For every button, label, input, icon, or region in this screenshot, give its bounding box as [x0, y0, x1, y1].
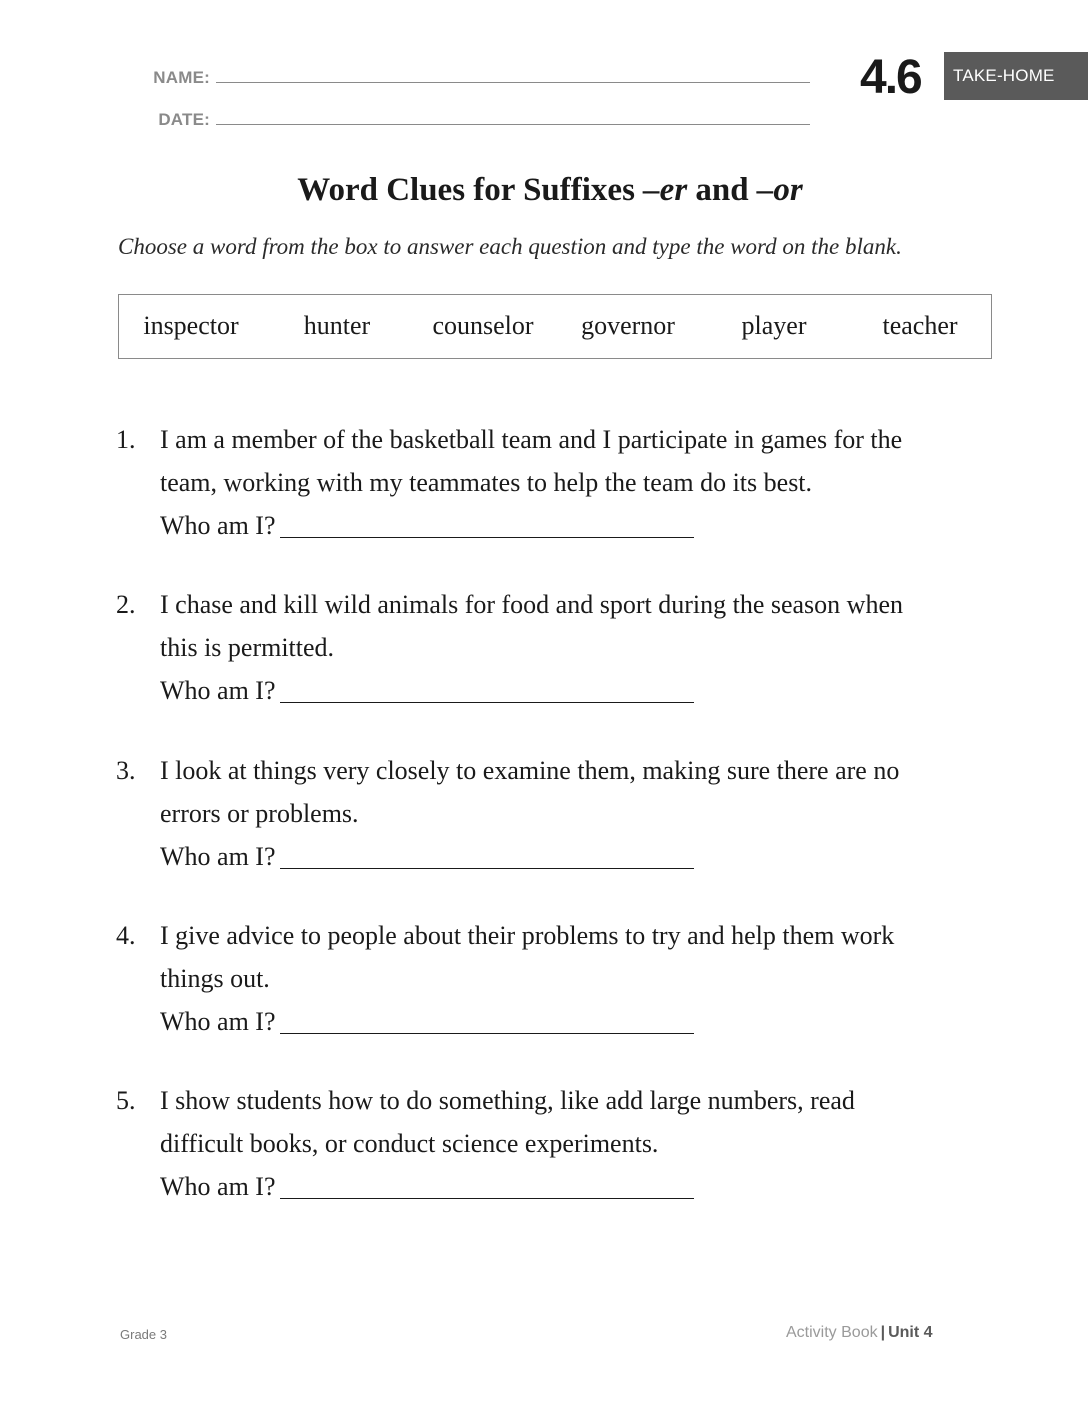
name-label: NAME:: [153, 68, 210, 87]
question-line: things out.: [160, 964, 270, 993]
question-line: I look at things very closely to examine them, making sure there are no: [160, 756, 900, 785]
lesson-number: 4.6: [860, 51, 921, 104]
question-3: [0, 749, 1088, 879]
question-5: [0, 1079, 1088, 1209]
answer-blank[interactable]: [280, 673, 694, 703]
answer-row: [160, 1000, 694, 1043]
question-line: this is permitted.: [160, 633, 335, 662]
footer-grade: Grade 3: [120, 1327, 167, 1342]
answer-prompt: Who am I?: [160, 511, 276, 540]
title-suffix-er: –er: [643, 172, 688, 208]
title-and: and: [687, 172, 757, 208]
question-line: I show students how to do something, like add large numbers, read: [160, 1086, 855, 1115]
footer-unit: Unit 4: [888, 1324, 933, 1341]
answer-row: [160, 835, 694, 878]
worksheet-title: [0, 170, 1088, 210]
word-hunter: hunter: [303, 311, 371, 340]
word-counselor: counselor: [432, 311, 534, 340]
date-line[interactable]: [216, 124, 810, 125]
footer-separator: |: [880, 1324, 886, 1341]
take-home-badge: TAKE-HOME: [944, 52, 1088, 100]
question-text: [160, 1079, 990, 1165]
question-line: team, working with my teammates to help the team do its best.: [160, 468, 813, 497]
name-line[interactable]: [216, 82, 810, 83]
word-teacher: teacher: [882, 311, 958, 340]
question-number: 2.: [116, 590, 136, 619]
answer-blank[interactable]: [280, 839, 694, 869]
name-field[interactable]: [0, 68, 812, 98]
word-governor: governor: [581, 311, 675, 340]
word-box: [118, 294, 992, 359]
answer-prompt: Who am I?: [160, 842, 276, 871]
word-player: player: [741, 311, 807, 340]
question-line: difficult books, or conduct science experiments.: [160, 1129, 659, 1158]
answer-prompt: Who am I?: [160, 1172, 276, 1201]
question-2: [0, 583, 1088, 713]
question-number: 1.: [116, 425, 136, 454]
answer-prompt: Who am I?: [160, 1007, 276, 1036]
question-text: [160, 749, 990, 835]
answer-blank[interactable]: [280, 508, 694, 538]
question-number: 3.: [116, 756, 136, 785]
answer-row: [160, 669, 694, 712]
answer-prompt: Who am I?: [160, 676, 276, 705]
question-line: I am a member of the basketball team and I participate in games for the: [160, 425, 903, 454]
question-text: [160, 418, 990, 504]
title-suffix-or: –or: [756, 172, 803, 208]
word-inspector: inspector: [143, 311, 239, 340]
answer-blank[interactable]: [280, 1004, 694, 1034]
footer-book: [786, 1324, 933, 1342]
date-field[interactable]: [0, 110, 812, 140]
answer-blank[interactable]: [280, 1169, 694, 1199]
question-number: 4.: [116, 921, 136, 950]
question-line: I chase and kill wild animals for food and sport during the season when: [160, 590, 903, 619]
question-4: [0, 914, 1088, 1044]
footer-book-title: Activity Book: [786, 1324, 878, 1341]
instructions: Choose a word from the box to answer each question and type the word on the blank.: [118, 234, 902, 259]
question-1: [0, 418, 1088, 548]
answer-row: [160, 1165, 694, 1208]
question-line: I give advice to people about their problems to try and help them work: [160, 921, 895, 950]
date-label: DATE:: [158, 110, 210, 129]
question-text: [160, 914, 990, 1000]
question-number: 5.: [116, 1086, 136, 1115]
answer-row: [160, 504, 694, 547]
title-prefix: Word Clues for Suffixes: [297, 172, 644, 208]
question-text: [160, 583, 990, 669]
question-line: errors or problems.: [160, 799, 359, 828]
